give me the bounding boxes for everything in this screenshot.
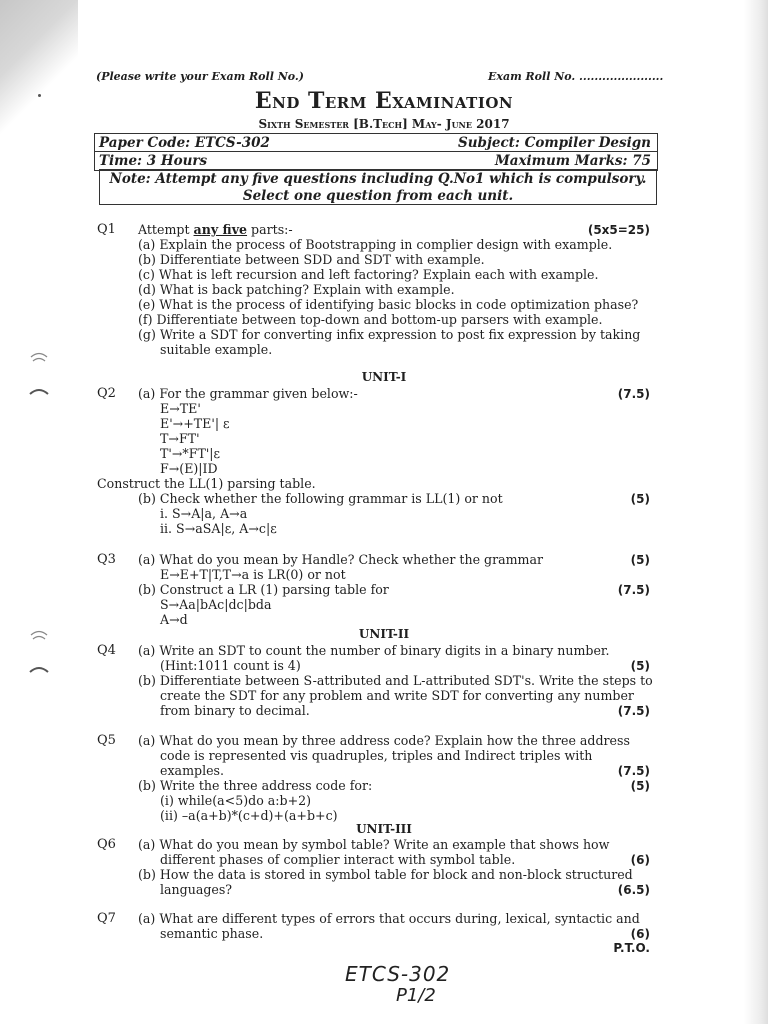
question-number: Q5 bbox=[97, 733, 116, 748]
note-line-1: Note: Attempt any five questions including Q.No1 which is compulsory. bbox=[109, 171, 647, 187]
q6-part-a: (a) What do you mean by symbol table? Write an example that shows how bbox=[138, 837, 610, 852]
q1-intro: Attempt any five parts:- bbox=[138, 222, 293, 237]
binding-hole-mark-icon bbox=[28, 382, 50, 404]
q5-b-marks: (5) bbox=[630, 779, 650, 793]
subject: Subject: Compiler Design bbox=[457, 135, 651, 151]
q4-a-marks: (5) bbox=[630, 659, 650, 673]
q5-part-a-continued: examples. bbox=[160, 763, 225, 778]
q4-part-a: (a) Write an SDT to count the number of binary digits in a binary number. bbox=[138, 643, 610, 658]
roll-number-instruction: (Please write your Exam Roll No.) bbox=[96, 70, 304, 83]
paper-info-box bbox=[94, 133, 658, 171]
q7-part-a-continued: semantic phase. bbox=[160, 926, 264, 941]
q6-part-a-continued: different phases of complier interact with symbol table. bbox=[160, 852, 516, 867]
binding-hole-mark-icon bbox=[28, 660, 50, 682]
exam-roll-number-label: Exam Roll No. ...................... bbox=[488, 70, 664, 83]
q5-a-marks: (7.5) bbox=[617, 764, 650, 778]
grammar-rule: T'→*FT'|ε bbox=[160, 446, 221, 461]
question-number: Q3 bbox=[97, 552, 116, 567]
q4-part-b: (b) Differentiate between S-attributed and L-attributed SDT's. Write the steps to bbox=[138, 673, 653, 688]
unit-heading: UNIT-III bbox=[356, 822, 412, 836]
grammar-rule: S→Aa|bAc|dc|bda bbox=[160, 597, 272, 612]
handwritten-page-number: P1/2 bbox=[396, 985, 436, 1006]
q5-part-a: (a) What do you mean by three address code? Explain how the three address bbox=[138, 733, 630, 748]
q5-part-b-ii: (ii) –a(a+b)*(c+d)+(a+b+c) bbox=[160, 808, 338, 823]
q2-part-b: (b) Check whether the following grammar is LL(1) or not bbox=[138, 491, 503, 506]
q1-part-b: (b) Differentiate between SDD and SDT with example. bbox=[138, 252, 485, 267]
q1-marks: (5x5=25) bbox=[587, 223, 650, 237]
q5-part-a-continued: code is represented vis quadruples, triples and Indirect triples with bbox=[160, 748, 593, 763]
question-number: Q2 bbox=[97, 386, 116, 401]
instructions-note-box bbox=[99, 169, 657, 205]
q2-b-marks: (5) bbox=[630, 492, 650, 506]
q6-part-b: (b) How the data is stored in symbol table for block and non-block structured bbox=[138, 867, 633, 882]
q1-part-c: (c) What is left recursion and left factoring? Explain each with example. bbox=[138, 267, 599, 282]
unit-heading: UNIT-I bbox=[361, 370, 407, 384]
q3-a-marks: (5) bbox=[630, 553, 650, 567]
q5-part-b: (b) Write the three address code for: bbox=[138, 778, 373, 793]
note-line-2: Select one question from each unit. bbox=[242, 188, 514, 204]
q3-part-b: (b) Construct a LR (1) parsing table for bbox=[138, 582, 389, 597]
binding-hole-mark-icon bbox=[28, 348, 50, 370]
grammar-rule: E→TE' bbox=[160, 401, 201, 416]
scan-shadow-right bbox=[744, 0, 768, 1024]
q4-part-b-continued: from binary to decimal. bbox=[160, 703, 310, 718]
q2-construct-instruction: Construct the LL(1) parsing table. bbox=[97, 476, 316, 491]
grammar-rule: i. S→A|a, A→a bbox=[160, 506, 248, 521]
grammar-rule: T→FT' bbox=[160, 431, 200, 446]
q6-b-marks: (6.5) bbox=[617, 883, 650, 897]
grammar-rule: ii. S→aSA|ε, A→c|ε bbox=[160, 521, 277, 536]
q1-part-a: (a) Explain the process of Bootstrapping in complier design with example. bbox=[138, 237, 613, 252]
grammar-rule: E'→+TE'| ε bbox=[160, 416, 230, 431]
q7-part-a: (a) What are different types of errors that occurs during, lexical, syntactic and bbox=[138, 911, 640, 926]
q3-part-a: (a) What do you mean by Handle? Check whether the grammar bbox=[138, 552, 544, 567]
please-turn-over: P.T.O. bbox=[613, 941, 650, 955]
paper-code: Paper Code: ETCS-302 bbox=[99, 135, 270, 151]
exam-subtitle: Sixth Semester [B.Tech] May- June 2017 bbox=[258, 117, 510, 131]
q5-part-b-i: (i) while(a<5)do a:b+2) bbox=[160, 793, 312, 808]
q2-part-a: (a) For the grammar given below:- bbox=[138, 386, 358, 401]
q1-part-d: (d) What is back patching? Explain with example. bbox=[138, 282, 455, 297]
q4-b-marks: (7.5) bbox=[617, 704, 650, 718]
q6-a-marks: (6) bbox=[630, 853, 650, 867]
question-number: Q4 bbox=[97, 643, 116, 658]
handwritten-paper-code: ETCS-302 bbox=[345, 962, 451, 986]
q6-part-b-continued: languages? bbox=[160, 882, 233, 897]
question-number: Q1 bbox=[97, 222, 116, 237]
divider bbox=[95, 151, 657, 152]
q1-part-g-continued: suitable example. bbox=[160, 342, 273, 357]
grammar-rule: A→d bbox=[160, 612, 188, 627]
exam-title: End Term Examination bbox=[254, 88, 514, 114]
question-number: Q6 bbox=[97, 837, 116, 852]
q3-b-marks: (7.5) bbox=[617, 583, 650, 597]
q4-part-b-continued: create the SDT for any problem and write SDT for converting any number bbox=[160, 688, 634, 703]
q4-part-a-hint: (Hint:1011 count is 4) bbox=[160, 658, 301, 673]
q1-part-f: (f) Differentiate between top-down and bottom-up parsers with example. bbox=[138, 312, 603, 327]
unit-heading: UNIT-II bbox=[358, 627, 410, 641]
q1-part-g: (g) Write a SDT for converting infix expression to post fix expression by taking bbox=[138, 327, 641, 342]
time-allowed: Time: 3 Hours bbox=[99, 153, 208, 169]
q2-a-marks: (7.5) bbox=[617, 387, 650, 401]
question-number: Q7 bbox=[97, 911, 116, 926]
grammar-rule: F→(E)|ID bbox=[160, 461, 218, 476]
q3-part-a-continued: E→E+T|T,T→a is LR(0) or not bbox=[160, 567, 346, 582]
q1-part-e: (e) What is the process of identifying basic blocks in code optimization phase? bbox=[138, 297, 639, 312]
maximum-marks: Maximum Marks: 75 bbox=[494, 153, 651, 169]
q7-a-marks: (6) bbox=[630, 927, 650, 941]
